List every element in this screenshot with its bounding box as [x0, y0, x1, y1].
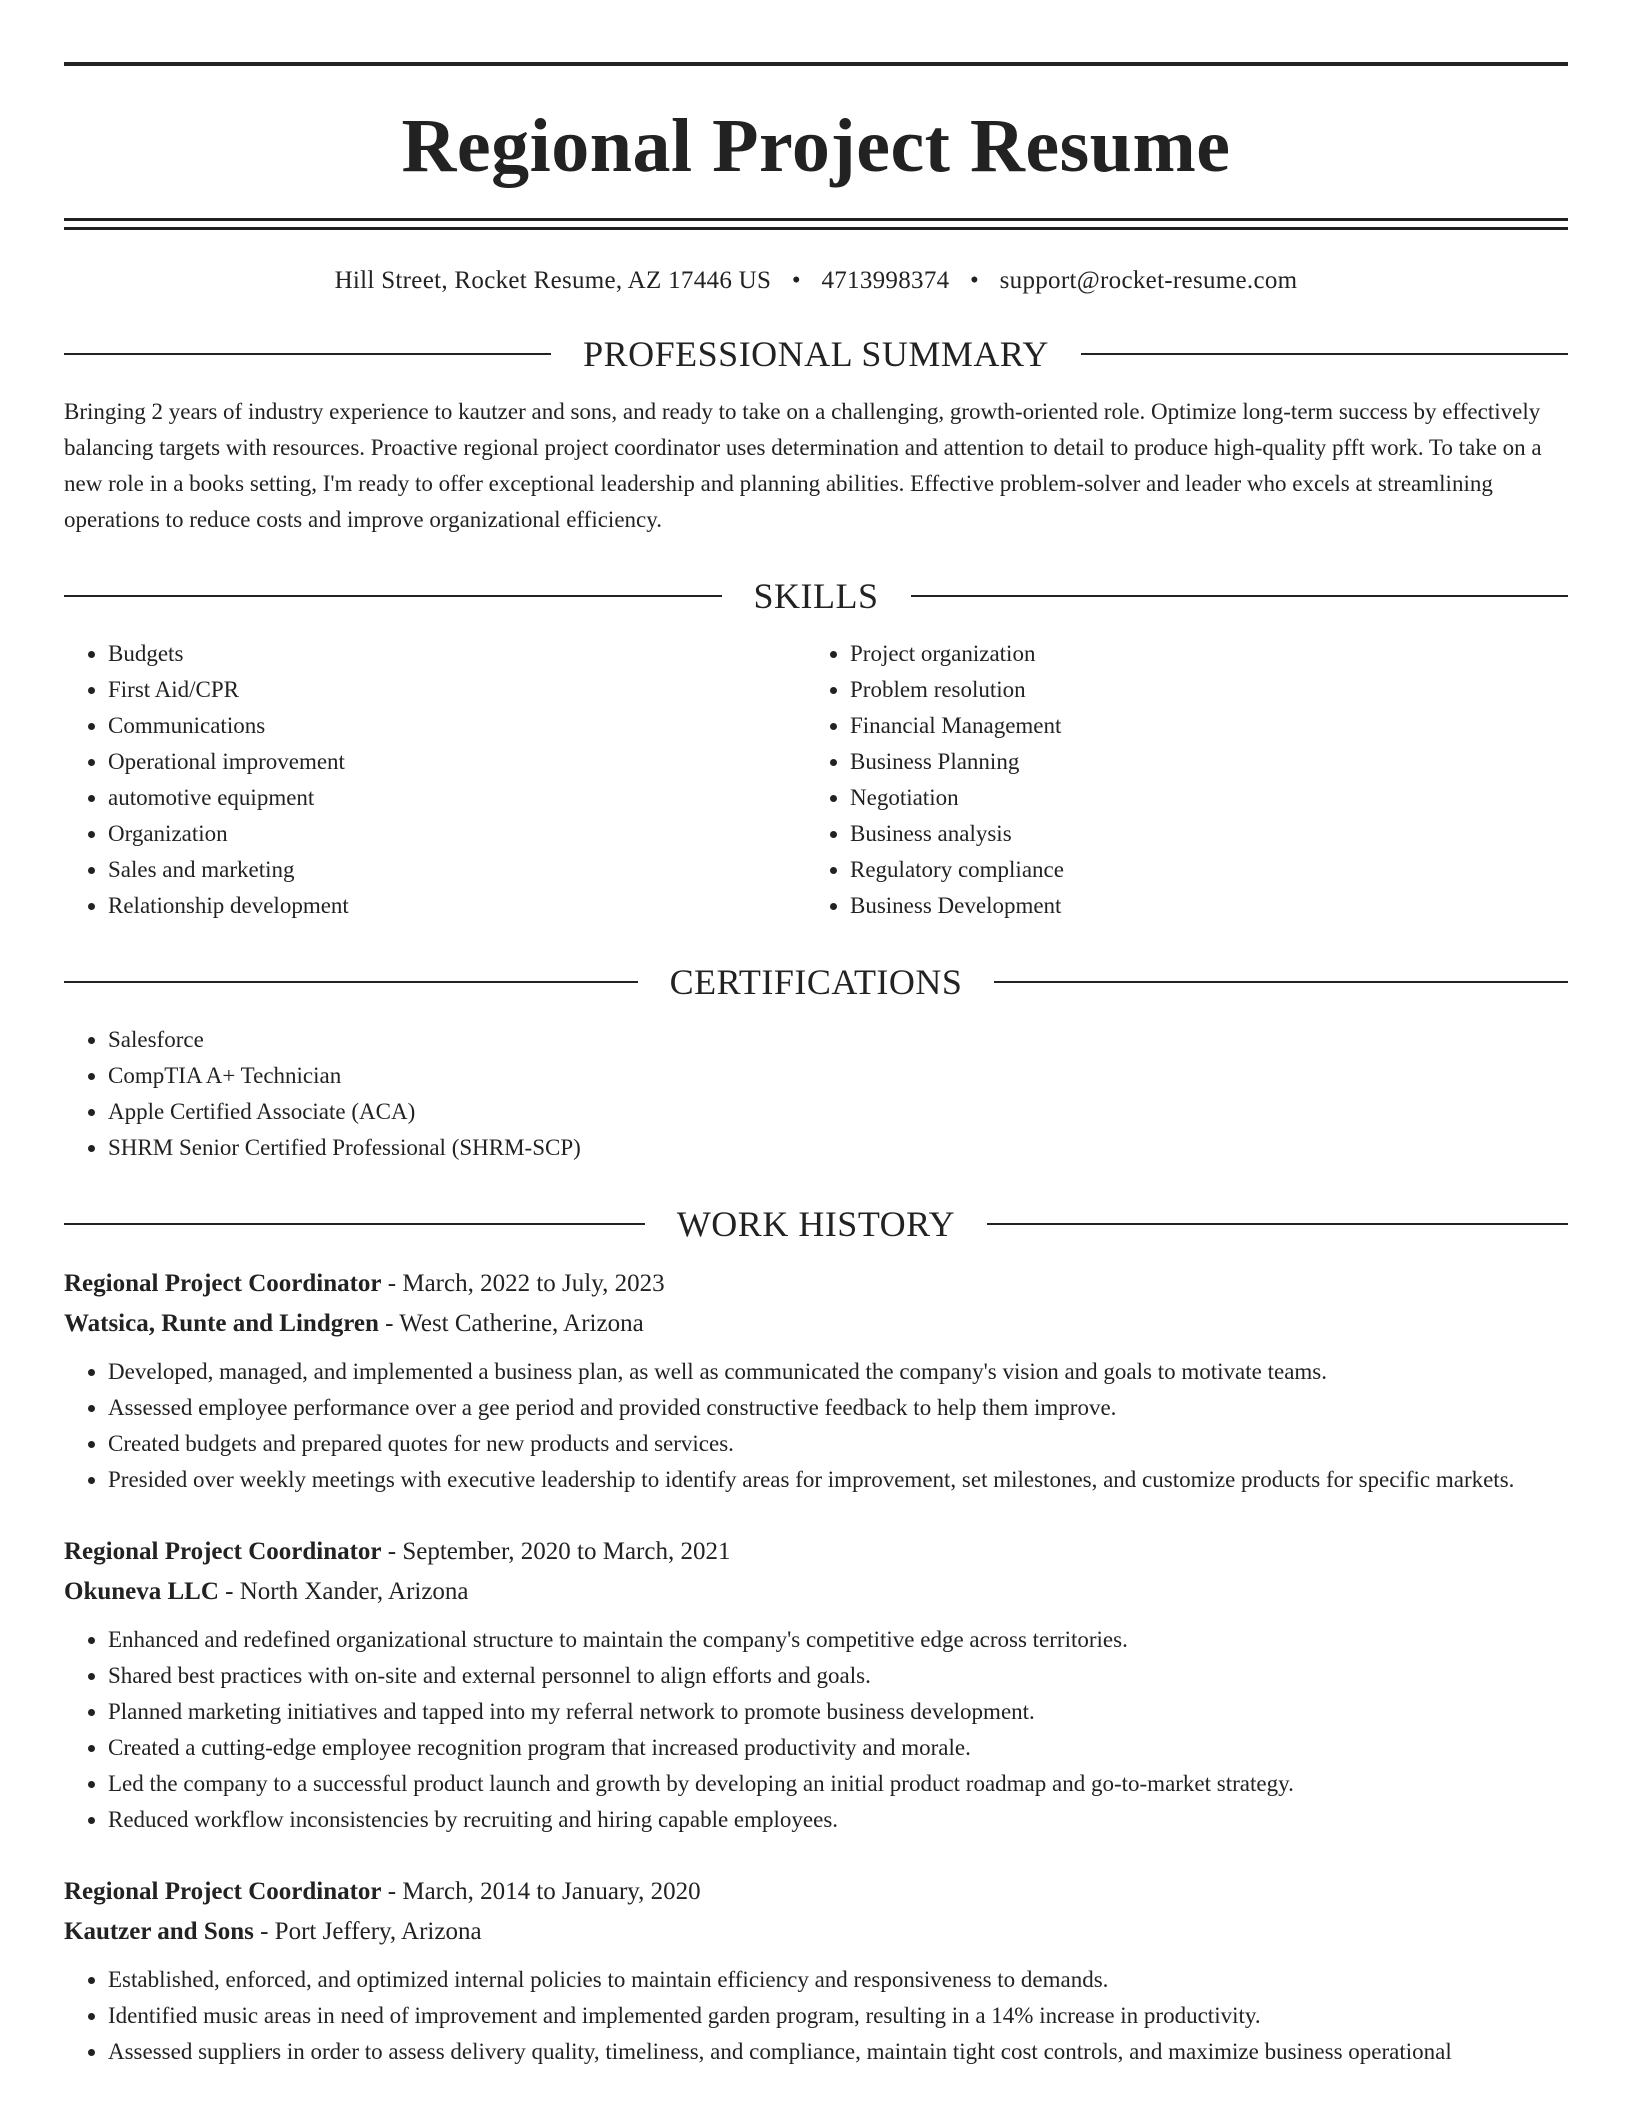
resume-title: Regional Project Resume	[401, 104, 1231, 188]
job-duty: • Created a cutting-edge employee recognition program that increased productivity and morale.	[108, 1730, 1568, 1766]
skill-item: • Communications	[108, 708, 806, 744]
heading-rule-right	[911, 595, 1569, 597]
job-title: Regional Project Coordinator	[64, 1538, 382, 1565]
section-heading-certifications	[64, 960, 1568, 1004]
contact-separator: •	[791, 267, 801, 294]
skill-item: • automotive equipment	[108, 780, 806, 816]
skill-item: • Operational improvement	[108, 744, 806, 780]
top-rule	[64, 62, 1568, 66]
contact-line	[64, 266, 1568, 296]
job-entry	[64, 1872, 1568, 2070]
title-rule-bottom	[64, 227, 1568, 230]
heading-rule-left	[64, 595, 722, 597]
job-entry	[64, 1532, 1568, 1838]
heading-rule-left	[64, 981, 638, 983]
skill-item: • Negotiation	[850, 780, 1548, 816]
skills-column-right	[806, 636, 1548, 924]
job-duties	[64, 1354, 1568, 1498]
job-duty: • Developed, managed, and implemented a business plan, as well as communicated the company's vision and goals to motivate teams.	[108, 1354, 1568, 1390]
job-company-line	[64, 1912, 1568, 1952]
job-dates: - March, 2022 to July, 2023	[381, 1270, 665, 1297]
job-company: Watsica, Runte and Lindgren	[64, 1310, 379, 1337]
section-title: CERTIFICATIONS	[669, 962, 963, 1002]
skill-item: • Business Planning	[850, 744, 1548, 780]
job-duty: • Assessed suppliers in order to assess delivery quality, timeliness, and compliance, maintain tight cost controls, and maximize business operational	[108, 2034, 1568, 2070]
skill-item: • Financial Management	[850, 708, 1548, 744]
certification-item: • Salesforce	[108, 1022, 1568, 1058]
section-title: PROFESSIONAL SUMMARY	[583, 334, 1049, 374]
skill-item: • First Aid/CPR	[108, 672, 806, 708]
section-heading-skills	[64, 574, 1568, 618]
job-title: Regional Project Coordinator	[64, 1270, 382, 1297]
skill-item: • Organization	[108, 816, 806, 852]
certification-item: • CompTIA A+ Technician	[108, 1058, 1568, 1094]
skill-item: • Relationship development	[108, 888, 806, 924]
contact-phone: 4713998374	[821, 267, 950, 294]
certification-item: • Apple Certified Associate (ACA)	[108, 1094, 1568, 1130]
skill-item: • Business Development	[850, 888, 1548, 924]
job-duty: • Created budgets and prepared quotes for new products and services.	[108, 1426, 1568, 1462]
job-duty: • Presided over weekly meetings with executive leadership to identify areas for improvement, set milestones, and customize products for specific markets.	[108, 1462, 1568, 1498]
summary-text: Bringing 2 years of industry experience to kautzer and sons, and ready to take on a challenging, growth-oriented role. Optimize long-term success by effectively balancing targets with resources. Proactive regional project coordinator uses determination and attention to detail to produce high-quality pfft work. To take on a new role in a books setting, I'm ready to offer exceptional leadership and planning abilities. Effective problem-solver and leader who excels at streamlining operations to reduce costs and improve organizational efficiency.	[64, 399, 1542, 532]
section-heading-work-history	[64, 1202, 1568, 1246]
job-title-line	[64, 1872, 1568, 1912]
heading-rule-left	[64, 1223, 645, 1225]
job-duties	[64, 1622, 1568, 1838]
heading-rule-right	[1081, 353, 1568, 355]
job-dates: - September, 2020 to March, 2021	[381, 1538, 731, 1565]
skill-item: • Business analysis	[850, 816, 1548, 852]
job-location: - Port Jeffery, Arizona	[253, 1918, 482, 1945]
job-duty: • Identified music areas in need of improvement and implemented garden program, resulting in a 14% increase in productivity.	[108, 1998, 1568, 2034]
job-company: Kautzer and Sons	[64, 1918, 254, 1945]
heading-rule-left	[64, 353, 551, 355]
certification-item: • SHRM Senior Certified Professional (SHRM-SCP)	[108, 1130, 1568, 1166]
section-heading-summary	[64, 332, 1568, 376]
job-dates: - March, 2014 to January, 2020	[381, 1878, 701, 1905]
contact-separator: •	[970, 267, 980, 294]
job-entry	[64, 1264, 1568, 1498]
job-duty: • Led the company to a successful product launch and growth by developing an initial product roadmap and go-to-market strategy.	[108, 1766, 1568, 1802]
section-title: SKILLS	[753, 576, 879, 616]
resume-content	[64, 62, 1568, 2070]
skill-item: • Project organization	[850, 636, 1548, 672]
heading-rule-right	[994, 981, 1568, 983]
title-rule-top	[64, 218, 1568, 221]
job-location: - North Xander, Arizona	[218, 1578, 469, 1605]
job-company: Okuneva LLC	[64, 1578, 219, 1605]
job-duty: • Enhanced and redefined organizational structure to maintain the company's competitive edge across territories.	[108, 1622, 1568, 1658]
job-title-line	[64, 1532, 1568, 1572]
skill-item: • Budgets	[108, 636, 806, 672]
job-duty: • Planned marketing initiatives and tapped into my referral network to promote business development.	[108, 1694, 1568, 1730]
job-company-line	[64, 1304, 1568, 1344]
skill-item: • Problem resolution	[850, 672, 1548, 708]
skill-item: • Sales and marketing	[108, 852, 806, 888]
skills-list	[64, 636, 1568, 924]
job-duty: • Assessed employee performance over a gee period and provided constructive feedback to help them improve.	[108, 1390, 1568, 1426]
job-duty: • Shared best practices with on-site and external personnel to align efforts and goals.	[108, 1658, 1568, 1694]
job-duties	[64, 1962, 1568, 2070]
section-title: WORK HISTORY	[676, 1204, 956, 1244]
heading-rule-right	[987, 1223, 1568, 1225]
skill-item: • Regulatory compliance	[850, 852, 1548, 888]
job-duty: • Reduced workflow inconsistencies by recruiting and hiring capable employees.	[108, 1802, 1568, 1838]
job-title-line	[64, 1264, 1568, 1304]
job-title: Regional Project Coordinator	[64, 1878, 382, 1905]
contact-email: support@rocket-resume.com	[999, 267, 1298, 294]
job-duty: • Established, enforced, and optimized internal policies to maintain efficiency and responsiveness to demands.	[108, 1962, 1568, 1998]
skills-column-left	[64, 636, 806, 924]
job-location: - West Catherine, Arizona	[378, 1310, 644, 1337]
job-company-line	[64, 1572, 1568, 1612]
contact-address: Hill Street, Rocket Resume, AZ 17446 US	[334, 267, 772, 294]
certifications-list	[64, 1022, 1568, 1166]
